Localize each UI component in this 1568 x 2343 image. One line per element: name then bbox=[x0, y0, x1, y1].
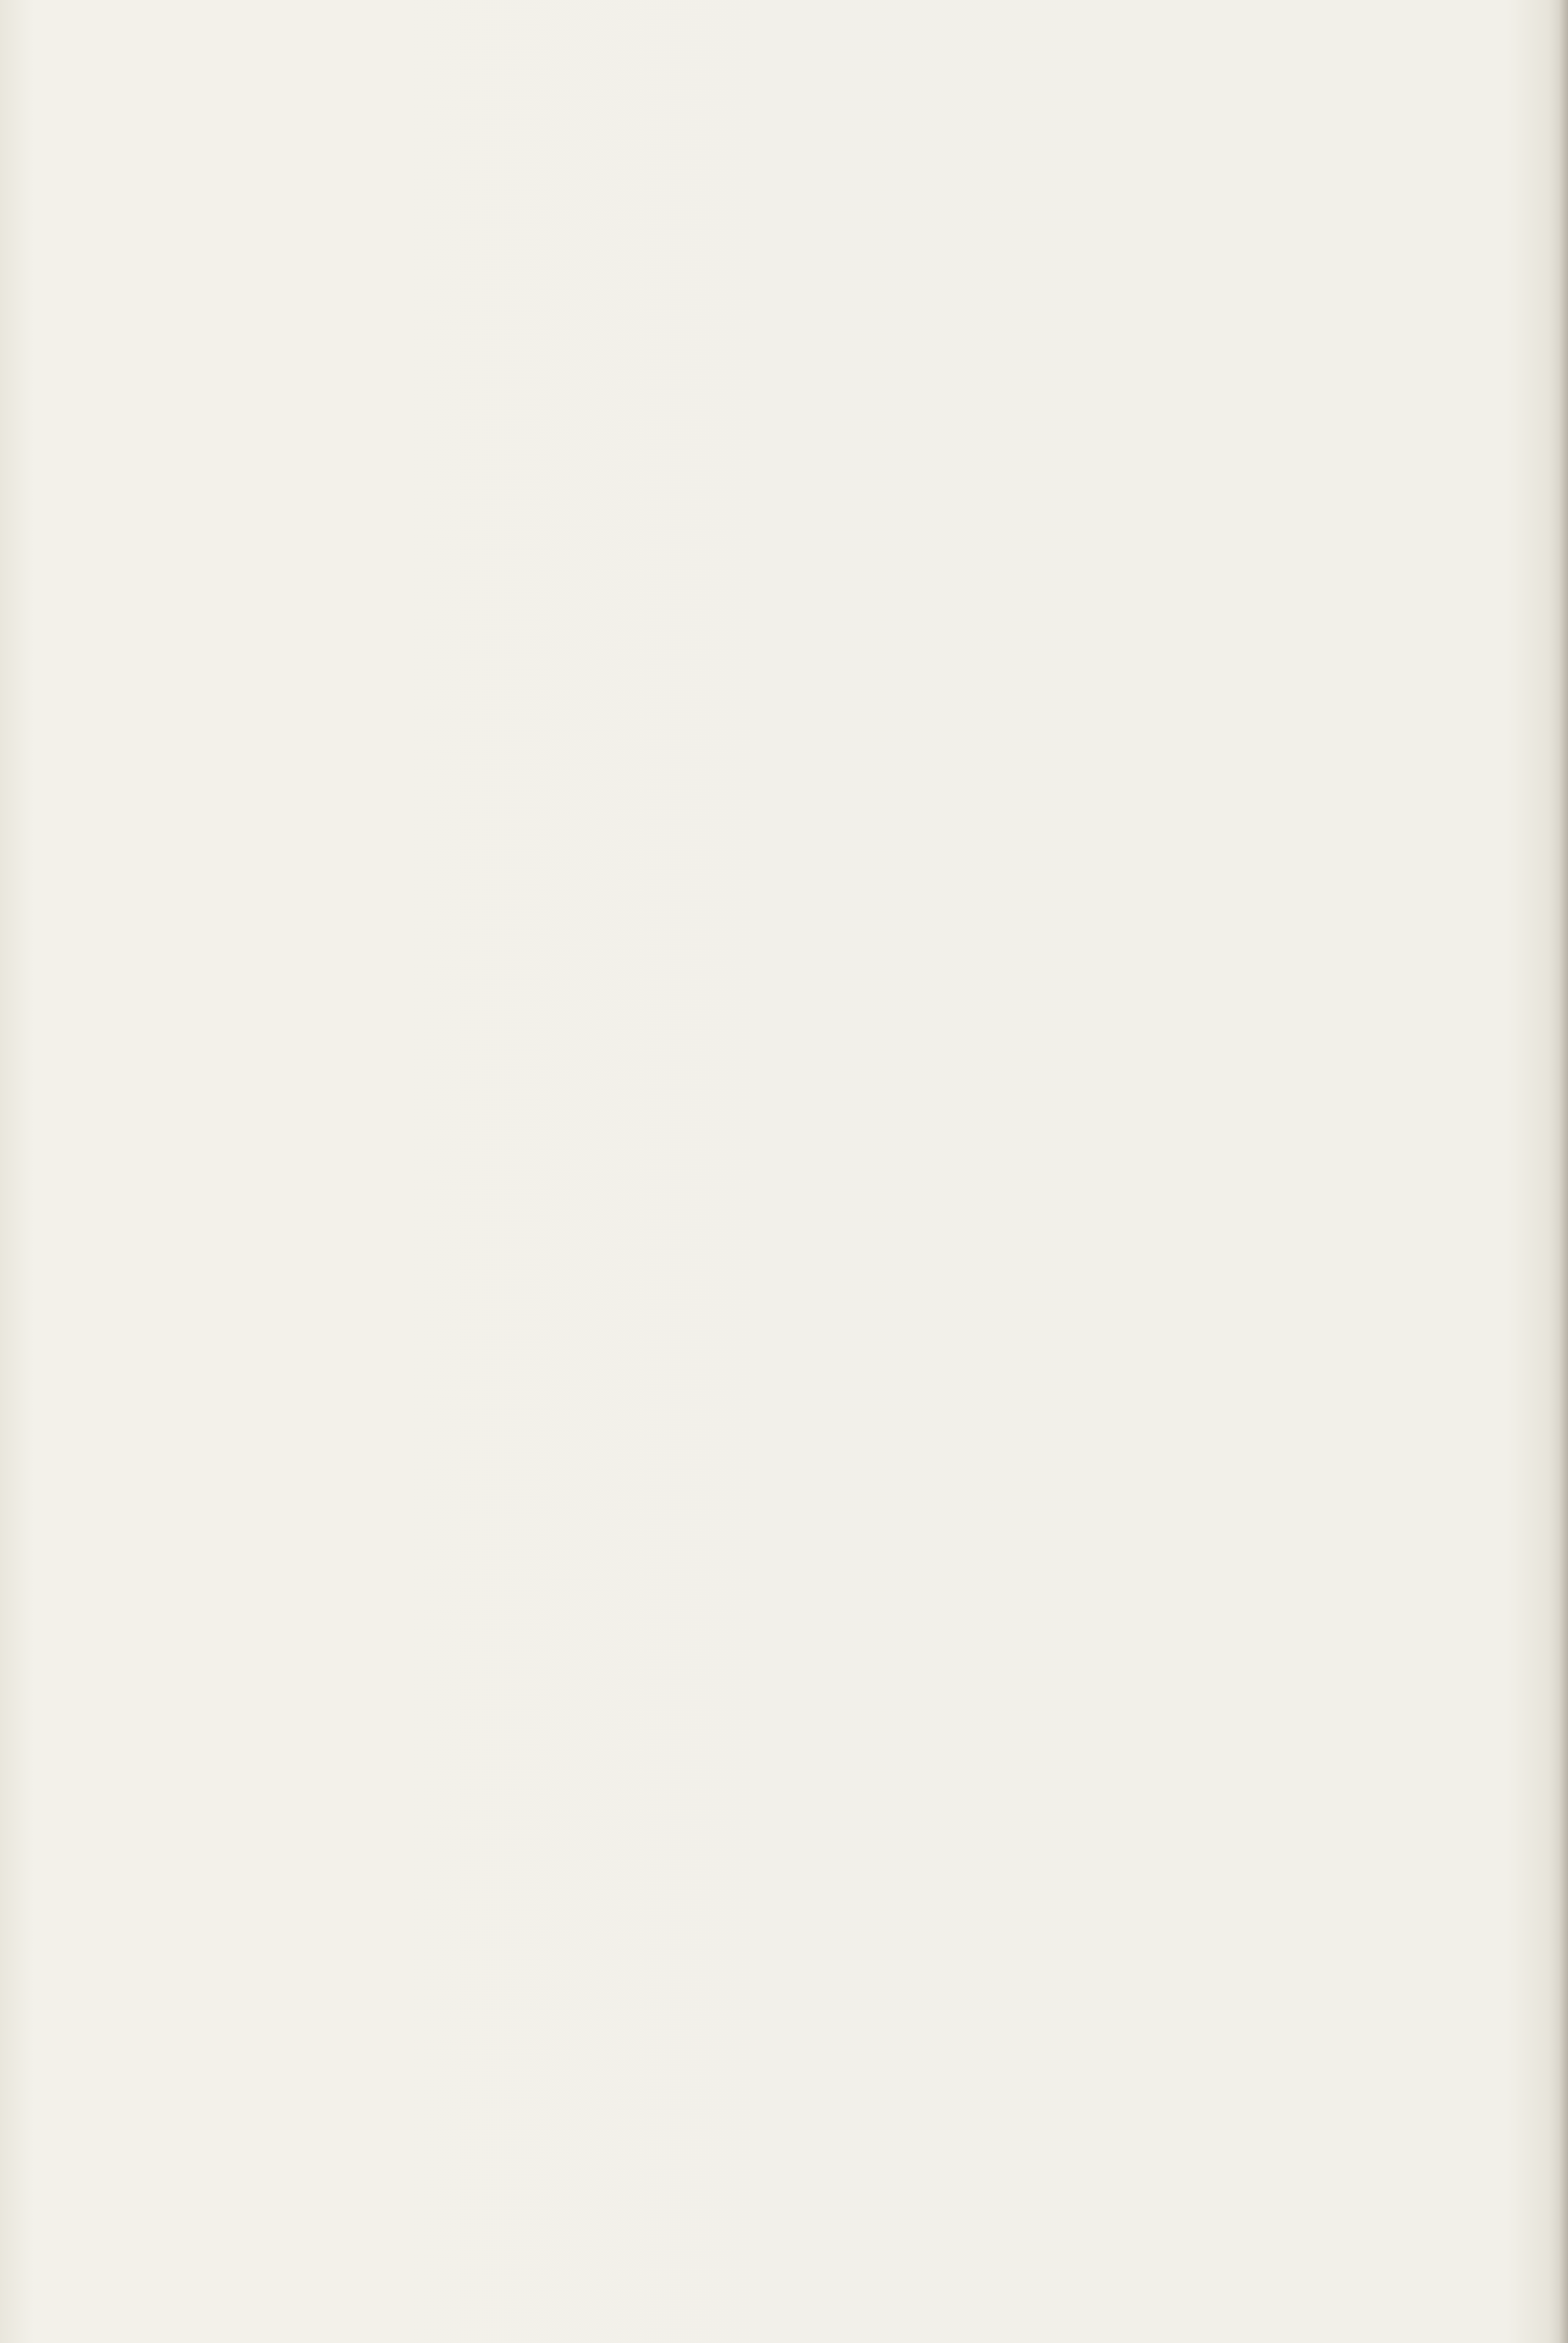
body-text bbox=[239, 186, 1500, 2252]
page-spine-shadow bbox=[1560, 0, 1568, 2343]
running-head bbox=[239, 114, 1500, 148]
